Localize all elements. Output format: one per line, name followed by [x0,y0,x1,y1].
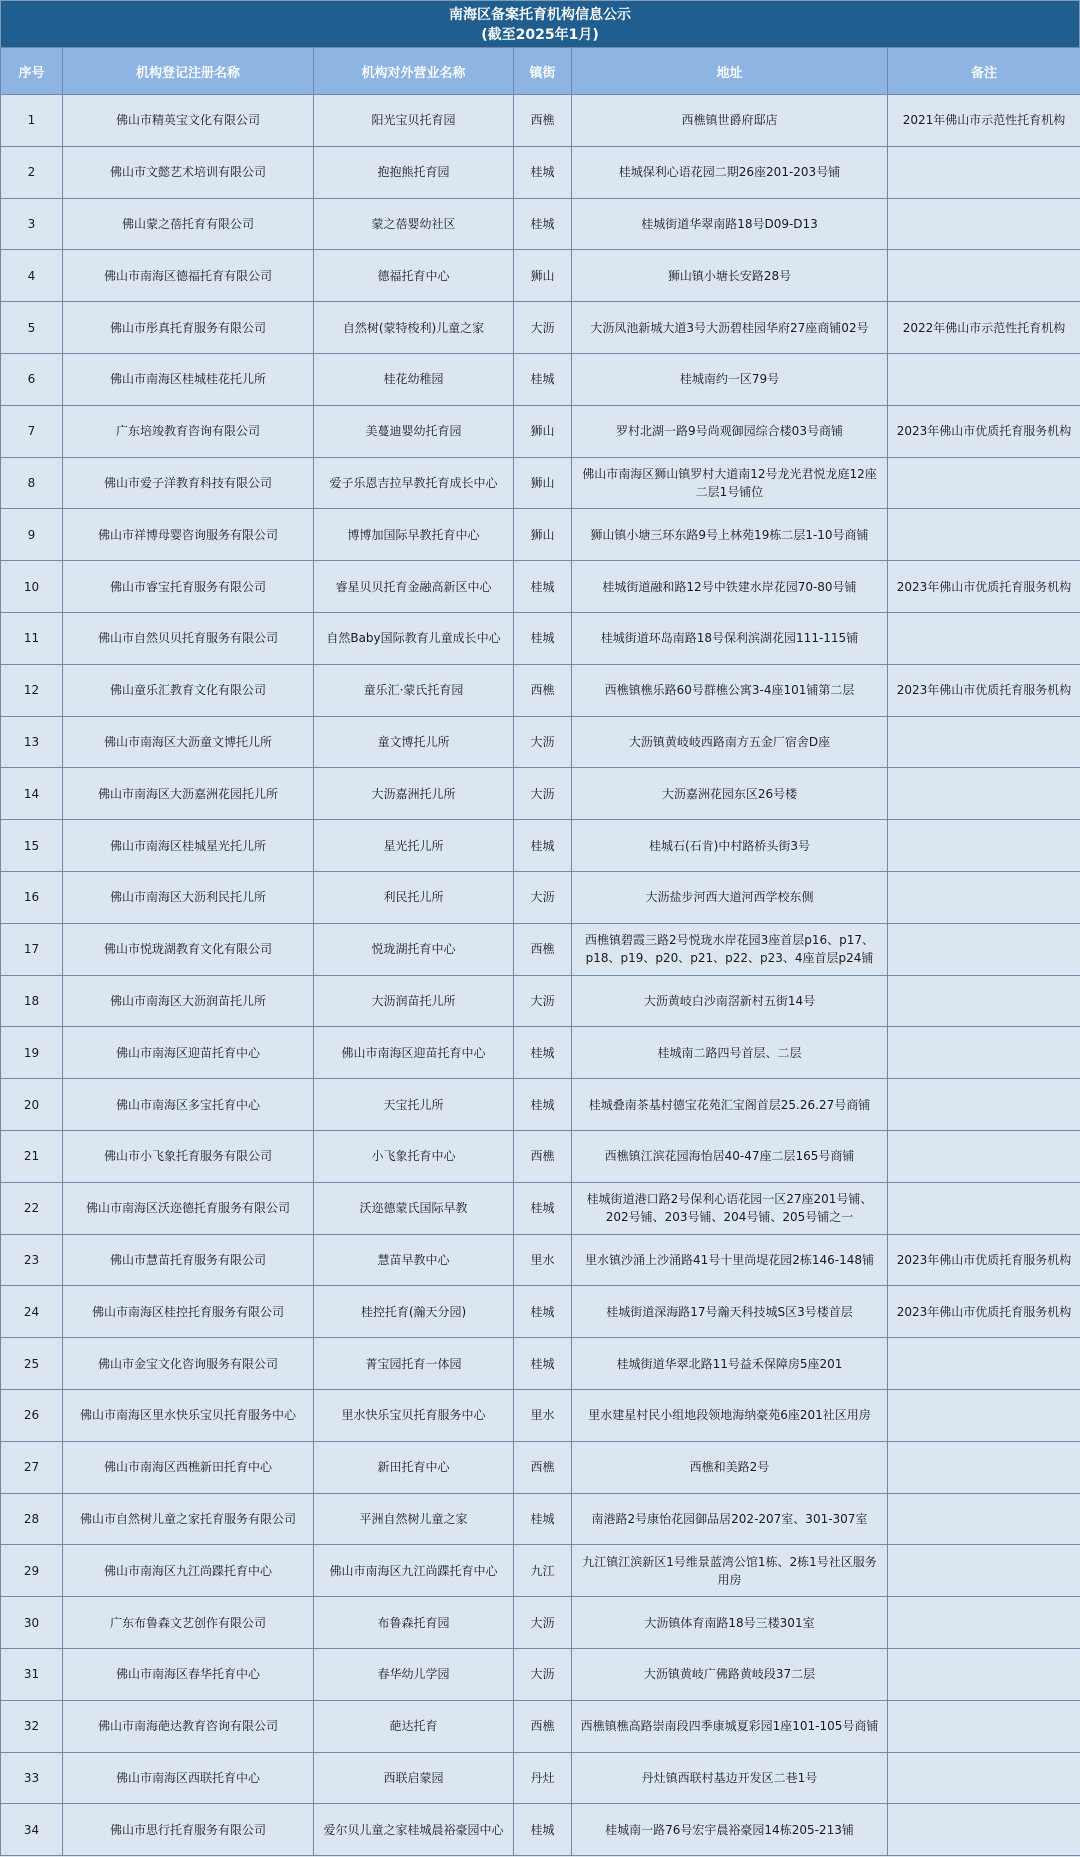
cell-remark [888,1545,1080,1597]
cell-remark: 2022年佛山市示范性托育机构 [888,302,1080,354]
cell-remark [888,457,1080,509]
cell-index: 2 [1,146,63,198]
table-row [1,509,1080,561]
cell-registered-name: 佛山市南海区里水快乐宝贝托育服务中心 [63,1389,314,1441]
cell-address: 桂城街道环岛南路18号保利滨湖花园111-115铺 [572,612,888,664]
cell-index: 29 [1,1545,63,1597]
page-title: 南海区备案托育机构信息公示 [449,7,631,23]
cell-business-name: 大沥润苗托儿所 [314,975,514,1027]
cell-registered-name: 佛山市祥博母婴咨询服务有限公司 [63,509,314,561]
table-row [1,1027,1080,1079]
cell-address: 大沥黄岐白沙南滘新村五街14号 [572,975,888,1027]
cell-index: 18 [1,975,63,1027]
cell-town: 狮山 [514,405,572,457]
cell-remark [888,1648,1080,1700]
header-registered-name: 机构登记注册名称 [63,48,314,95]
cell-remark [888,1389,1080,1441]
cell-remark [888,146,1080,198]
cell-remark [888,923,1080,975]
cell-town: 九江 [514,1545,572,1597]
cell-registered-name: 佛山童乐汇教育文化有限公司 [63,664,314,716]
table-row [1,1389,1080,1441]
table-row [1,1286,1080,1338]
cell-town: 狮山 [514,250,572,302]
cell-registered-name: 佛山市南海区桂城桂花托儿所 [63,353,314,405]
cell-town: 里水 [514,1389,572,1441]
page-subtitle: (截至2025年1月) [481,27,599,43]
header-business-name: 机构对外营业名称 [314,48,514,95]
cell-registered-name: 佛山市慧苗托育服务有限公司 [63,1234,314,1286]
cell-address: 桂城南一路76号宏宇晨裕豪园14栋205-213铺 [572,1804,888,1856]
table-row [1,664,1080,716]
cell-index: 32 [1,1700,63,1752]
cell-business-name: 平洲自然树儿童之家 [314,1493,514,1545]
cell-address: 罗村北湖一路9号尚观御园综合楼03号商铺 [572,405,888,457]
table-row [1,923,1080,975]
cell-town: 西樵 [514,1700,572,1752]
cell-address: 桂城街道港口路2号保利心语花园一区27座201号铺、202号铺、203号铺、204号铺、205号铺之一 [572,1182,888,1234]
cell-remark [888,1493,1080,1545]
cell-address: 佛山市南海区狮山镇罗村大道南12号龙光君悦龙庭12座二层1号铺位 [572,457,888,509]
cell-index: 1 [1,95,63,147]
table-row [1,353,1080,405]
table-row [1,1130,1080,1182]
cell-business-name: 布鲁森托育园 [314,1597,514,1649]
cell-registered-name: 佛山市文懿艺术培训有限公司 [63,146,314,198]
table-row [1,1804,1080,1856]
cell-registered-name: 佛山市南海区西樵新田托育中心 [63,1441,314,1493]
cell-address: 大沥凤池新城大道3号大沥碧桂园华府27座商铺02号 [572,302,888,354]
cell-town: 大沥 [514,1597,572,1649]
cell-business-name: 童文博托儿所 [314,716,514,768]
cell-index: 23 [1,1234,63,1286]
cell-index: 22 [1,1182,63,1234]
cell-registered-name: 佛山市南海区大沥润苗托儿所 [63,975,314,1027]
cell-business-name: 睿星贝贝托育金融高新区中心 [314,561,514,613]
cell-town: 桂城 [514,1338,572,1390]
cell-remark [888,1338,1080,1390]
cell-remark: 2023年佛山市优质托育服务机构 [888,405,1080,457]
cell-registered-name: 广东布鲁森文艺创作有限公司 [63,1597,314,1649]
cell-index: 16 [1,871,63,923]
table-row [1,146,1080,198]
cell-remark [888,768,1080,820]
cell-business-name: 西联启蒙园 [314,1752,514,1804]
cell-town: 大沥 [514,768,572,820]
cell-index: 5 [1,302,63,354]
cell-remark [888,1027,1080,1079]
cell-index: 8 [1,457,63,509]
cell-business-name: 悦珑湖托育中心 [314,923,514,975]
cell-address: 西樵镇世爵府邸店 [572,95,888,147]
cell-town: 西樵 [514,1130,572,1182]
cell-index: 3 [1,198,63,250]
table-row [1,1545,1080,1597]
cell-business-name: 菁宝园托育一体园 [314,1338,514,1390]
cell-town: 西樵 [514,664,572,716]
cell-town: 西樵 [514,1441,572,1493]
cell-registered-name: 佛山市南海葩达教育咨询有限公司 [63,1700,314,1752]
cell-index: 34 [1,1804,63,1856]
cell-business-name: 星光托儿所 [314,820,514,872]
cell-address: 大沥嘉洲花园东区26号楼 [572,768,888,820]
cell-business-name: 博博加国际早教托育中心 [314,509,514,561]
cell-registered-name: 佛山市南海区多宝托育中心 [63,1079,314,1131]
cell-town: 桂城 [514,1493,572,1545]
cell-registered-name: 佛山市南海区西联托育中心 [63,1752,314,1804]
cell-registered-name: 佛山市南海区大沥利民托儿所 [63,871,314,923]
table-row [1,1338,1080,1390]
cell-remark [888,1182,1080,1234]
table-row [1,768,1080,820]
cell-address: 桂城街道深海路17号瀚天科技城S区3号楼首层 [572,1286,888,1338]
cell-business-name: 桂控托育(瀚天分园) [314,1286,514,1338]
cell-index: 21 [1,1130,63,1182]
header-row [1,48,1080,95]
table-row [1,561,1080,613]
cell-business-name: 利民托儿所 [314,871,514,923]
cell-town: 桂城 [514,561,572,613]
cell-registered-name: 佛山市金宝文化咨询服务有限公司 [63,1338,314,1390]
cell-address: 桂城街道华翠南路18号D09-D13 [572,198,888,250]
cell-business-name: 爱尔贝儿童之家桂城晨裕豪园中心 [314,1804,514,1856]
cell-town: 桂城 [514,1286,572,1338]
cell-remark [888,353,1080,405]
cell-town: 里水 [514,1234,572,1286]
table-row [1,612,1080,664]
cell-remark: 2023年佛山市优质托育服务机构 [888,1234,1080,1286]
cell-remark [888,509,1080,561]
cell-index: 26 [1,1389,63,1441]
table-row [1,1441,1080,1493]
cell-registered-name: 佛山市悦珑湖教育文化有限公司 [63,923,314,975]
cell-town: 丹灶 [514,1752,572,1804]
cell-remark: 2021年佛山市示范性托育机构 [888,95,1080,147]
header-town: 镇街 [514,48,572,95]
cell-business-name: 自然树(蒙特梭利)儿童之家 [314,302,514,354]
cell-registered-name: 佛山市小飞象托育服务有限公司 [63,1130,314,1182]
cell-address: 九江镇江滨新区1号维景蓝湾公馆1栋、2栋1号社区服务用房 [572,1545,888,1597]
cell-business-name: 沃迩德蒙氏国际早教 [314,1182,514,1234]
cell-address: 丹灶镇西联村基边开发区二巷1号 [572,1752,888,1804]
cell-business-name: 小飞象托育中心 [314,1130,514,1182]
cell-index: 33 [1,1752,63,1804]
table-row [1,405,1080,457]
cell-address: 里水建星村民小组地段领地海纳豪苑6座201社区用房 [572,1389,888,1441]
cell-registered-name: 佛山市睿宝托育服务有限公司 [63,561,314,613]
cell-business-name: 美蔓迪婴幼托育园 [314,405,514,457]
cell-address: 桂城街道华翠北路11号益禾保障房5座201 [572,1338,888,1390]
cell-business-name: 童乐汇·蒙氏托育园 [314,664,514,716]
cell-index: 24 [1,1286,63,1338]
cell-index: 19 [1,1027,63,1079]
cell-address: 桂城叠南茶基村德宝花苑汇宝阁首层25.26.27号商铺 [572,1079,888,1131]
cell-index: 30 [1,1597,63,1649]
cell-business-name: 里水快乐宝贝托育服务中心 [314,1389,514,1441]
cell-business-name: 阳光宝贝托育园 [314,95,514,147]
cell-registered-name: 佛山市南海区春华托育中心 [63,1648,314,1700]
cell-address: 南港路2号康怡花园御品居202-207室、301-307室 [572,1493,888,1545]
cell-address: 西樵镇碧霞三路2号悦珑水岸花园3座首层p16、p17、p18、p19、p20、p21、p22、p23、4座首层p24铺 [572,923,888,975]
table-row [1,250,1080,302]
cell-index: 14 [1,768,63,820]
cell-address: 桂城南约一区79号 [572,353,888,405]
cell-remark [888,820,1080,872]
cell-remark [888,1597,1080,1649]
cell-index: 17 [1,923,63,975]
cell-registered-name: 佛山市南海区大沥嘉洲花园托儿所 [63,768,314,820]
cell-registered-name: 佛山市爱子洋教育科技有限公司 [63,457,314,509]
cell-registered-name: 佛山市精英宝文化有限公司 [63,95,314,147]
cell-address: 大沥镇体育南路18号三楼301室 [572,1597,888,1649]
cell-business-name: 佛山市南海区九江尚蹀托育中心 [314,1545,514,1597]
cell-registered-name: 佛山市南海区德福托育有限公司 [63,250,314,302]
table-row [1,1597,1080,1649]
cell-index: 28 [1,1493,63,1545]
cell-address: 桂城保利心语花园二期26座201-203号铺 [572,146,888,198]
cell-address: 大沥盐步河西大道河西学校东侧 [572,871,888,923]
cell-remark [888,716,1080,768]
cell-town: 大沥 [514,302,572,354]
cell-registered-name: 佛山市自然贝贝托育服务有限公司 [63,612,314,664]
table-row [1,1752,1080,1804]
cell-remark [888,1700,1080,1752]
cell-business-name: 自然Baby国际教育儿童成长中心 [314,612,514,664]
cell-remark: 2023年佛山市优质托育服务机构 [888,664,1080,716]
cell-registered-name: 佛山市南海区大沥童文博托儿所 [63,716,314,768]
cell-registered-name: 佛山市南海区迎苗托育中心 [63,1027,314,1079]
cell-business-name: 天宝托儿所 [314,1079,514,1131]
cell-index: 7 [1,405,63,457]
cell-town: 桂城 [514,1182,572,1234]
cell-registered-name: 佛山市南海区桂城星光托儿所 [63,820,314,872]
cell-remark [888,1130,1080,1182]
cell-remark [888,1441,1080,1493]
table-body [1,95,1080,1856]
cell-town: 大沥 [514,716,572,768]
cell-registered-name: 佛山市思行托育服务有限公司 [63,1804,314,1856]
cell-address: 大沥镇黄岐广佛路黄岐段37二层 [572,1648,888,1700]
table-row [1,1700,1080,1752]
cell-index: 12 [1,664,63,716]
cell-town: 桂城 [514,820,572,872]
header-address: 地址 [572,48,888,95]
cell-business-name: 新田托育中心 [314,1441,514,1493]
table-row [1,95,1080,147]
cell-business-name: 葩达托育 [314,1700,514,1752]
cell-registered-name: 佛山市彤真托育服务有限公司 [63,302,314,354]
cell-remark [888,198,1080,250]
cell-remark [888,1804,1080,1856]
cell-business-name: 桂花幼稚园 [314,353,514,405]
table-row [1,1079,1080,1131]
cell-index: 9 [1,509,63,561]
cell-registered-name: 佛山市南海区九江尚蹀托育中心 [63,1545,314,1597]
cell-index: 15 [1,820,63,872]
cell-address: 狮山镇小塘三环东路9号上林苑19栋二层1-10号商铺 [572,509,888,561]
header-index: 序号 [1,48,63,95]
cell-town: 狮山 [514,509,572,561]
cell-town: 狮山 [514,457,572,509]
cell-index: 6 [1,353,63,405]
table-row [1,1648,1080,1700]
cell-index: 13 [1,716,63,768]
cell-address: 桂城石(石肯)中村路桥头街3号 [572,820,888,872]
table-row [1,975,1080,1027]
cell-address: 里水镇沙涌上沙涌路41号十里尚堤花园2栋146-148铺 [572,1234,888,1286]
cell-registered-name: 佛山市南海区桂控托育服务有限公司 [63,1286,314,1338]
cell-town: 桂城 [514,1079,572,1131]
table-row [1,820,1080,872]
cell-town: 桂城 [514,1027,572,1079]
cell-town: 大沥 [514,975,572,1027]
cell-address: 西樵镇樵高路崇南段四季康城夏彩园1座101-105号商铺 [572,1700,888,1752]
cell-address: 桂城街道融和路12号中铁建水岸花园70-80号铺 [572,561,888,613]
cell-address: 桂城南二路四号首层、二层 [572,1027,888,1079]
header-remark: 备注 [888,48,1080,95]
cell-registered-name: 佛山市南海区沃迩德托育服务有限公司 [63,1182,314,1234]
cell-index: 31 [1,1648,63,1700]
cell-address: 狮山镇小塘长安路28号 [572,250,888,302]
cell-business-name: 爱子乐恩吉拉早教托育成长中心 [314,457,514,509]
cell-town: 西樵 [514,95,572,147]
table-row [1,1234,1080,1286]
cell-town: 大沥 [514,1648,572,1700]
cell-remark [888,975,1080,1027]
cell-remark [888,871,1080,923]
table-title-bar [0,0,1080,47]
cell-town: 桂城 [514,353,572,405]
cell-registered-name: 佛山蒙之蓓托育有限公司 [63,198,314,250]
cell-remark [888,1752,1080,1804]
cell-index: 11 [1,612,63,664]
cell-business-name: 大沥嘉洲托儿所 [314,768,514,820]
cell-town: 大沥 [514,871,572,923]
cell-business-name: 蒙之蓓婴幼社区 [314,198,514,250]
cell-business-name: 佛山市南海区迎苗托育中心 [314,1027,514,1079]
table-row [1,457,1080,509]
table-row [1,1493,1080,1545]
cell-town: 桂城 [514,1804,572,1856]
cell-town: 桂城 [514,146,572,198]
cell-remark [888,250,1080,302]
table-row [1,302,1080,354]
cell-business-name: 德福托育中心 [314,250,514,302]
cell-index: 4 [1,250,63,302]
cell-remark [888,612,1080,664]
table-row [1,198,1080,250]
cell-address: 大沥镇黄岐岐西路南方五金厂宿舍D座 [572,716,888,768]
table-row [1,1182,1080,1234]
cell-index: 10 [1,561,63,613]
cell-index: 27 [1,1441,63,1493]
cell-address: 西樵镇樵乐路60号群樵公寓3-4座101铺第二层 [572,664,888,716]
cell-business-name: 春华幼儿学园 [314,1648,514,1700]
table-row [1,871,1080,923]
cell-business-name: 慧苗早教中心 [314,1234,514,1286]
cell-town: 西樵 [514,923,572,975]
cell-remark [888,1079,1080,1131]
cell-business-name: 抱抱熊托育园 [314,146,514,198]
cell-index: 25 [1,1338,63,1390]
cell-remark: 2023年佛山市优质托育服务机构 [888,1286,1080,1338]
cell-registered-name: 佛山市自然树儿童之家托育服务有限公司 [63,1493,314,1545]
table-row [1,716,1080,768]
cell-address: 西樵镇江滨花园海怡居40-47座二层165号商铺 [572,1130,888,1182]
cell-index: 20 [1,1079,63,1131]
institution-table [0,47,1080,1856]
cell-registered-name: 广东培竣教育咨询有限公司 [63,405,314,457]
cell-town: 桂城 [514,612,572,664]
cell-remark: 2023年佛山市优质托育服务机构 [888,561,1080,613]
cell-town: 桂城 [514,198,572,250]
cell-address: 西樵和美路2号 [572,1441,888,1493]
